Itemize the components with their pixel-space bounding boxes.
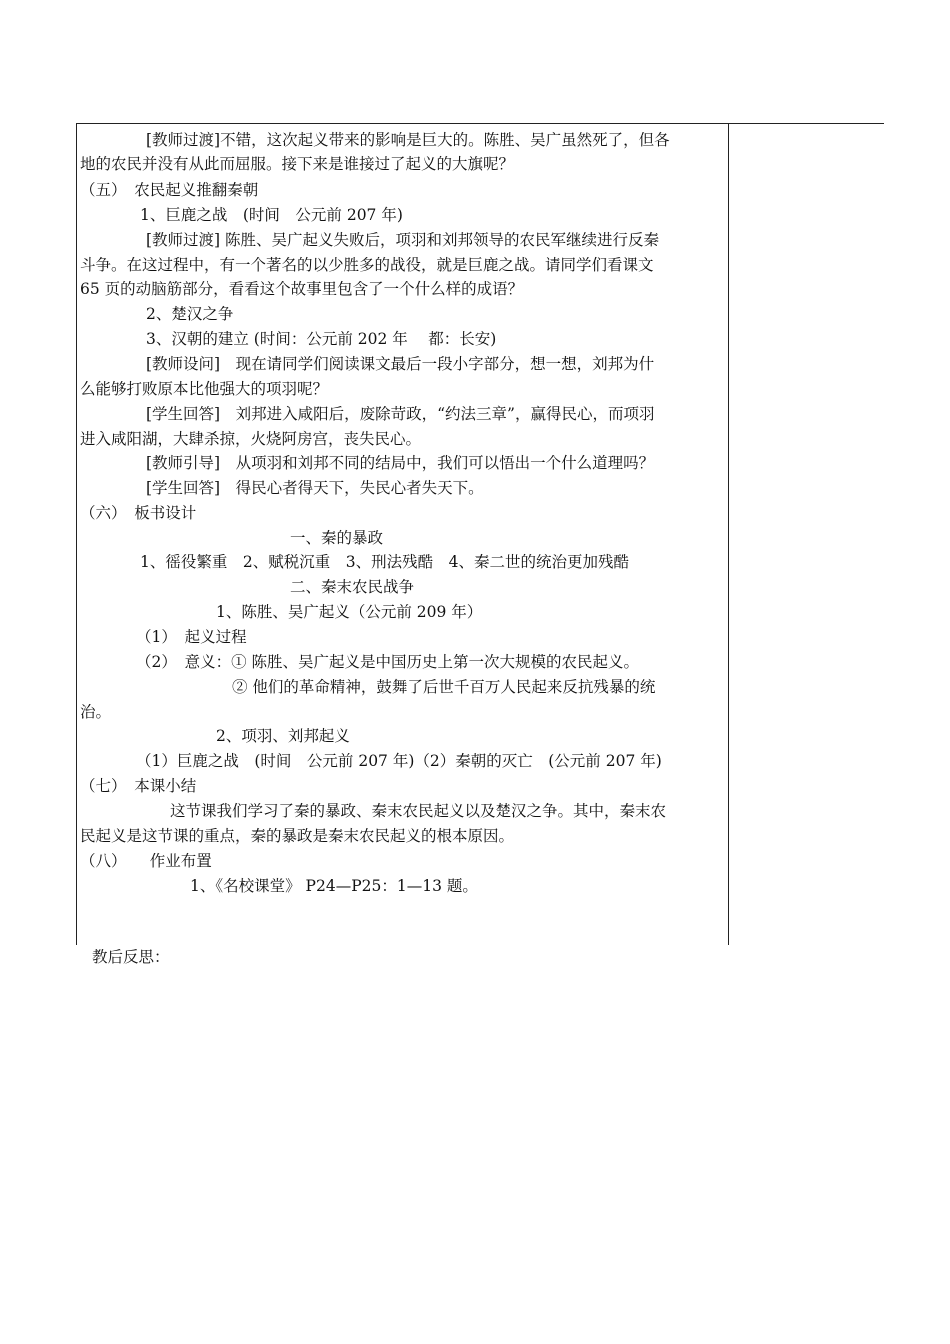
text-line: （五） 农民起义推翻秦朝 [80,181,259,199]
notes-column [729,124,884,944]
text-line: [教师设问] 现在请同学们阅读课文最后一段小字部分，想一想，刘邦为什 [146,355,655,373]
text-line: 这节课我们学习了秦的暴政、秦末农民起义以及楚汉之争。其中，秦末农 [170,802,667,820]
text-line: [教师引导] 从项羽和刘邦不同的结局中，我们可以悟出一个什么道理吗？ [146,454,655,472]
table-left-border [76,123,77,945]
text-line: （1）巨鹿之战 (时间 公元前 207 年)（2）秦朝的灭亡 (公元前 207 年) [136,752,662,770]
text-line: （六） 板书设计 [80,504,197,522]
text-line: 1、《名校课堂》 P24—P25：1—13 题。 [190,877,478,895]
text-line: 2、楚汉之争 [146,305,234,323]
text-line: 一、秦的暴政 [290,529,384,547]
text-line: （七） 本课小结 [80,777,197,795]
text-line: 治。 [80,703,112,721]
text-line: 么能够打败原本比他强大的项羽呢？ [80,380,329,398]
text-line: 65 页的动脑筋部分，看看这个故事里包含了一个什么样的成语？ [80,280,524,298]
text-line: 1、陈胜、吴广起义（公元前 209 年） [216,603,483,621]
text-line: （1） 起义过程 [136,628,247,646]
text-line: 1、徭役繁重 2、赋税沉重 3、刑法残酷 4、秦二世的统治更加残酷 [140,553,629,571]
text-line: [学生回答] 刘邦进入咸阳后，废除苛政，“约法三章”，赢得民心，而项羽 [146,405,655,423]
text-line: [教师过渡] 陈胜、吴广起义失败后，项羽和刘邦领导的农民军继续进行反秦 [146,231,660,249]
text-line: 3、汉朝的建立 (时间：公元前 202 年 都：长安) [146,330,497,348]
text-line: [学生回答] 得民心者得天下，失民心者失天下。 [146,479,484,497]
text-line: 1、巨鹿之战 (时间 公元前 207 年) [140,206,403,224]
text-line: （八） 作业布置 [80,852,212,870]
text-line: （2） 意义：① 陈胜、吴广起义是中国历史上第一次大规模的农民起义。 [136,653,640,671]
text-line: 2、项羽、刘邦起义 [216,727,350,745]
post-lesson-reflection-label: 教后反思： [92,948,170,966]
text-line: 地的农民并没有从此而屈服。接下来是谁接过了起义的大旗呢？ [80,155,515,173]
text-line: 民起义是这节课的重点，秦的暴政是秦末农民起义的根本原因。 [80,827,515,845]
text-line: 进入咸阳湖，大肆杀掠，火烧阿房宫，丧失民心。 [80,430,422,448]
text-line: 二、秦末农民战争 [290,578,415,596]
text-line: ② 他们的革命精神，鼓舞了后世千百万人民起来反抗残暴的统 [232,678,656,696]
text-line: [教师过渡]不错，这次起义带来的影响是巨大的。陈胜、吴广虽然死了，但各 [146,131,670,149]
text-line: 斗争。在这过程中，有一个著名的以少胜多的战役，就是巨鹿之战。请同学们看课文 [80,256,654,274]
